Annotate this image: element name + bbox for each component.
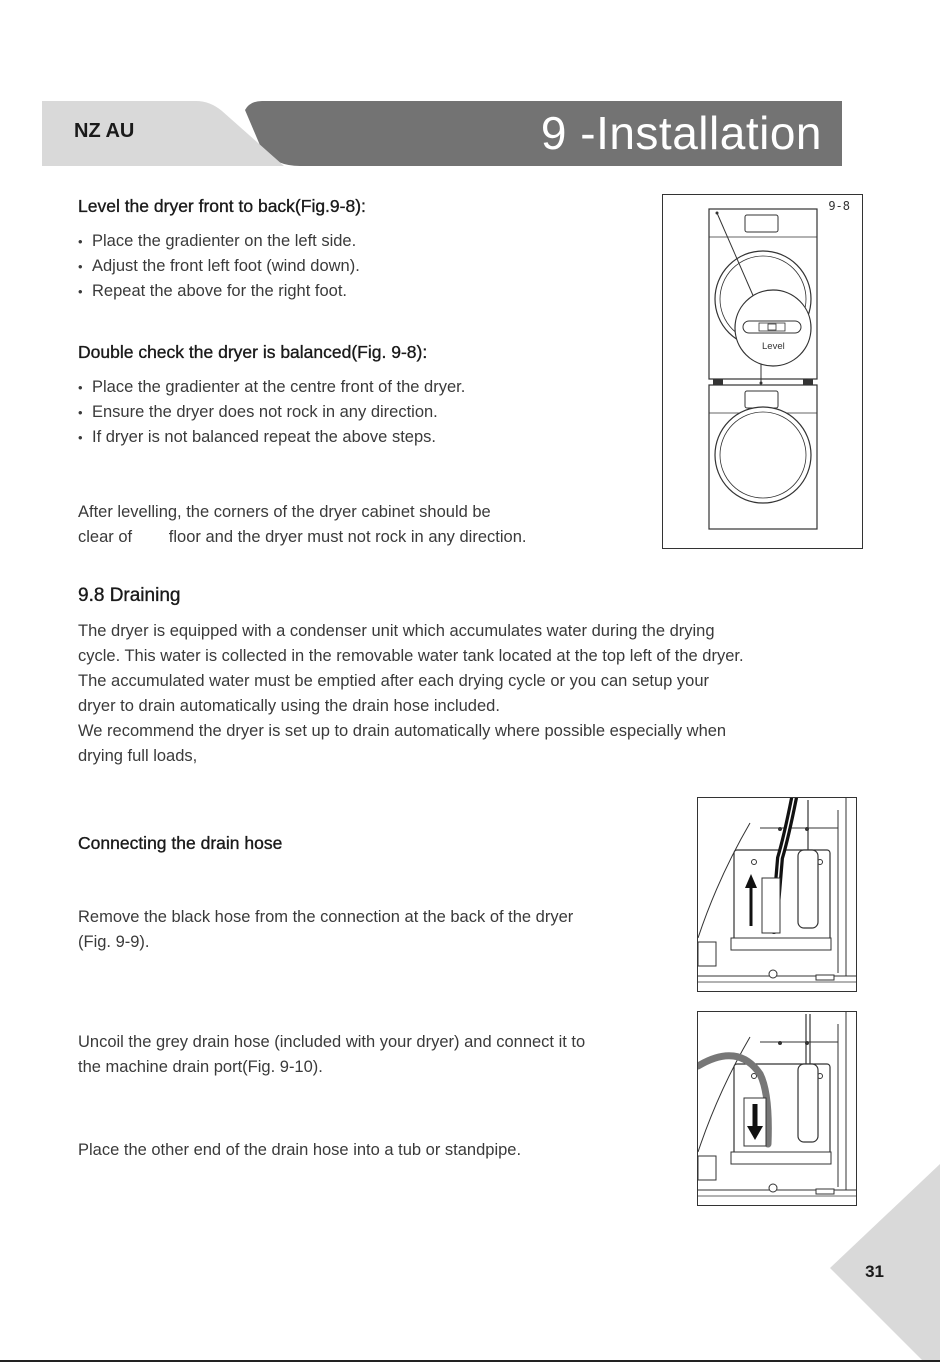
list-item: • Place the gradienter at the centre front of the dryer.: [78, 375, 465, 400]
double-check-list: [78, 375, 465, 450]
drain-hose-heading: Connecting the drain hose: [78, 833, 283, 853]
list-item: • Ensure the dryer does not rock in any direction.: [78, 400, 465, 425]
drain-step-1-line: Remove the black hose from the connection at the back of the dryer: [78, 908, 574, 926]
drain-step-2-line: the machine drain port(Fig. 9-10).: [78, 1058, 323, 1076]
page-corner-shape: [826, 1160, 940, 1360]
remove-black-hose-illustration: [698, 798, 856, 991]
figure-label: 9-8: [828, 199, 850, 213]
draining-line: cycle. This water is collected in the removable water tank located at the top left of the dryer.: [78, 647, 744, 665]
draining-section: [78, 585, 744, 769]
level-front-back-section: [78, 196, 366, 304]
stacked-dryer-illustration: [663, 195, 862, 548]
figure-9-8: [662, 194, 863, 549]
double-check-section: [78, 342, 465, 450]
drain-step-2: [78, 1030, 585, 1080]
list-item: • Adjust the front left foot (wind down).: [78, 254, 366, 279]
after-levelling-line-1: After levelling, the corners of the dryer cabinet should be: [78, 503, 491, 521]
after-levelling-line-2: clear of floor and the dryer must not rock in any direction.: [78, 528, 527, 546]
level-front-back-list: [78, 229, 366, 304]
list-item: • Repeat the above for the right foot.: [78, 279, 366, 304]
level-text: Level: [762, 341, 785, 352]
after-levelling-paragraph: [78, 500, 526, 550]
list-item: • If dryer is not balanced repeat the above steps.: [78, 425, 465, 450]
draining-line: The dryer is equipped with a condenser unit which accumulates water during the drying: [78, 622, 715, 640]
figure-9-9: [697, 797, 857, 992]
list-item: • Place the gradienter on the left side.: [78, 229, 366, 254]
draining-line: drying full loads,: [78, 747, 198, 765]
drain-step-3: Place the other end of the drain hose into a tub or standpipe.: [78, 1141, 522, 1159]
double-check-heading: Double check the dryer is balanced(Fig. 9-8):: [78, 342, 428, 362]
draining-paragraph: [78, 619, 744, 769]
level-front-back-heading: Level the dryer front to back(Fig.9-8):: [78, 196, 366, 216]
drain-step-2-line: Uncoil the grey drain hose (included with your dryer) and connect it to: [78, 1033, 586, 1051]
chapter-title: 9 -Installation: [540, 107, 822, 159]
region-label: NZ AU: [74, 120, 135, 142]
page-number: 31: [865, 1262, 884, 1281]
drain-step-1: [78, 905, 573, 955]
draining-line: The accumulated water must be emptied after each drying cycle or you can setup your: [78, 672, 709, 690]
drain-step-1-line: (Fig. 9-9).: [78, 933, 150, 951]
draining-heading: 9.8 Draining: [78, 585, 181, 606]
draining-line: dryer to drain automatically using the drain hose included.: [78, 697, 500, 715]
draining-line: We recommend the dryer is set up to drain automatically where possible especially when: [78, 722, 727, 740]
